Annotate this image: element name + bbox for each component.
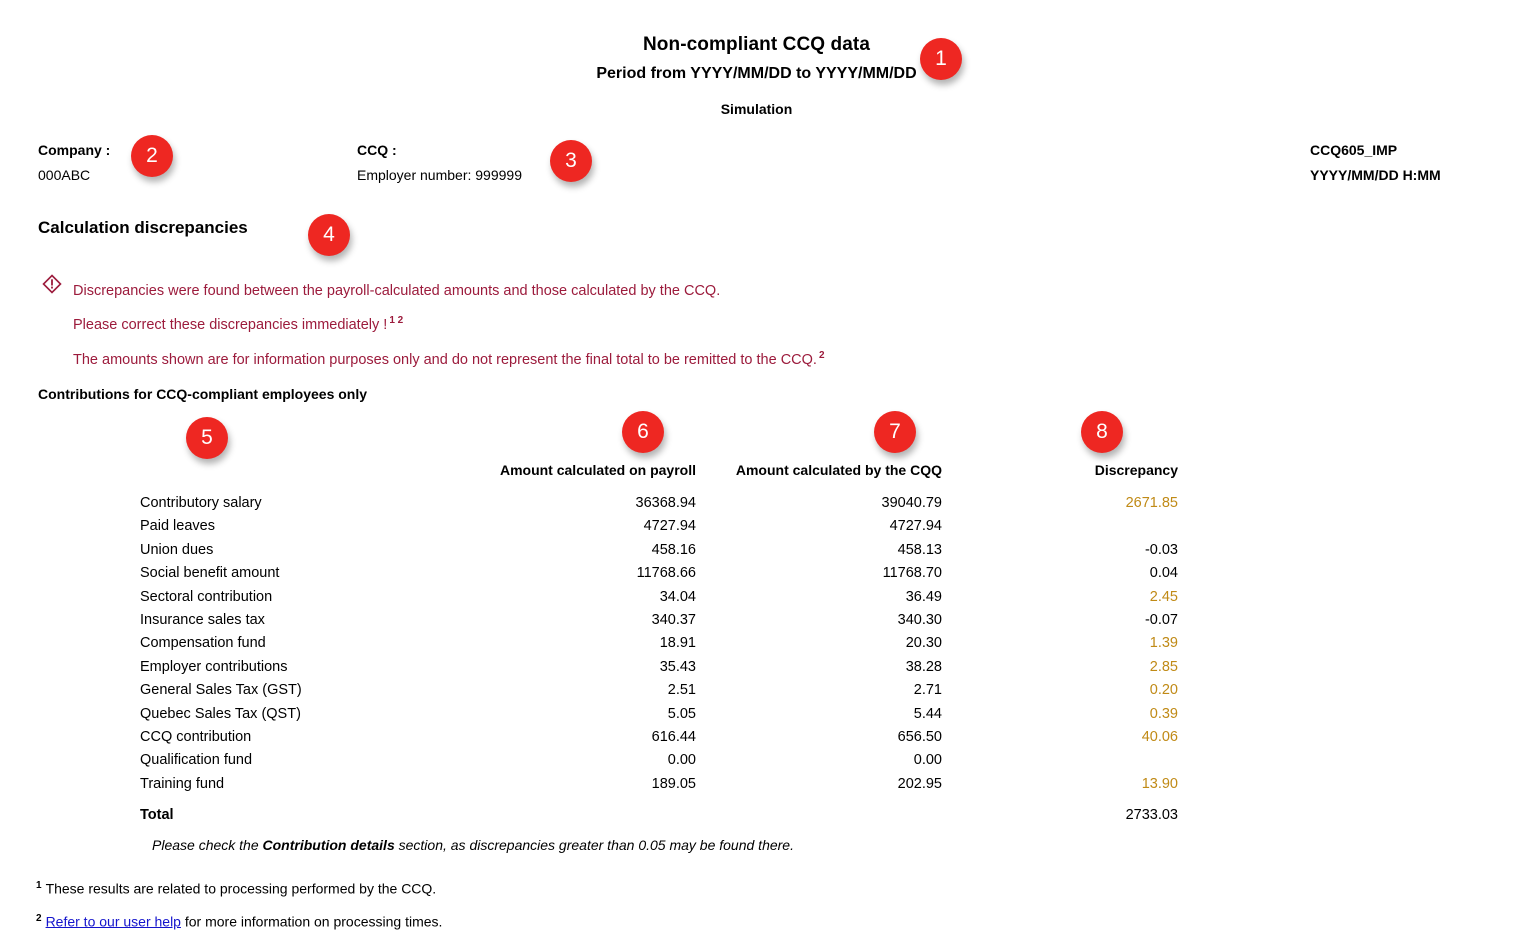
row-label: Paid leaves (140, 518, 215, 535)
row-ccq-amount: 458.13 (897, 541, 942, 558)
row-payroll-amount: 35.43 (659, 658, 696, 675)
row-label: Union dues (140, 541, 214, 558)
row-payroll-amount: 5.05 (667, 705, 696, 722)
footnote-1-mark: 1 (36, 880, 42, 891)
row-label: Compensation fund (140, 635, 266, 652)
report-code: CCQ605_IMP (1310, 142, 1398, 158)
row-payroll-amount: 2.51 (667, 682, 696, 699)
report-datetime: YYYY/MM/DD H:MM (1310, 167, 1441, 183)
row-label: Insurance sales tax (140, 612, 265, 629)
company-value: 000ABC (38, 167, 91, 183)
row-payroll-amount: 34.04 (659, 588, 696, 605)
row-label: Qualification fund (140, 752, 253, 769)
annotation-badge-2: 2 (131, 135, 173, 177)
row-label: Contributory salary (140, 495, 262, 511)
table-header-row (140, 462, 1178, 492)
table-row (140, 656, 1178, 679)
table-note-bold: Contribution details (262, 837, 395, 853)
row-discrepancy-amount (942, 749, 1178, 772)
warning-line-marks: 2 (818, 349, 825, 361)
row-discrepancy-amount: 0.20 (1149, 682, 1178, 699)
row-discrepancy-amount: -0.07 (1144, 612, 1178, 629)
row-label: Training fund (140, 775, 225, 792)
row-discrepancy-amount: 2.85 (1149, 658, 1178, 675)
footnote-2-mark: 2 (36, 912, 42, 924)
table-row (140, 562, 1178, 585)
total-label: Total (140, 807, 174, 824)
table-caption: Contributions for CCQ-compliant employees only (38, 386, 368, 402)
row-discrepancy-amount: 2.45 (1149, 588, 1178, 605)
warning-line-text: Please correct these discrepancies immediately ! (73, 317, 388, 334)
footnote-2 (36, 904, 442, 936)
row-ccq-amount: 39040.79 (881, 495, 942, 511)
row-discrepancy-amount: 1.39 (1149, 635, 1178, 652)
row-label: Employer contributions (140, 658, 288, 675)
ccq-label: CCQ : (357, 142, 397, 158)
row-discrepancy-amount: 40.06 (1141, 729, 1178, 746)
total-ccq (696, 796, 942, 827)
column-header-ccq: Amount calculated by the CQQ (735, 462, 942, 478)
warning-line-text: Discrepancies were found between the payroll-calculated amounts and those calculated by the CCQ. (73, 282, 721, 299)
discrepancy-warning-block (38, 272, 825, 375)
table-row (140, 773, 1178, 796)
total-payroll (450, 796, 696, 827)
row-label: Social benefit amount (140, 565, 280, 582)
warning-line-text: The amounts shown are for information purposes only and do not represent the final total to be remitted to the CCQ. (73, 351, 817, 368)
row-ccq-amount: 20.30 (905, 635, 942, 652)
table-row (140, 515, 1178, 538)
report-period: Period from YYYY/MM/DD to YYYY/MM/DD (596, 65, 917, 82)
table-row (140, 492, 1178, 515)
warning-line-marks (720, 281, 722, 292)
table-row (140, 726, 1178, 749)
report-mode: Simulation (720, 101, 793, 117)
column-header-label (140, 462, 450, 492)
row-ccq-amount: 340.30 (897, 612, 942, 629)
row-payroll-amount: 458.16 (651, 541, 696, 558)
row-ccq-amount: 0.00 (913, 752, 942, 769)
row-payroll-amount: 616.44 (651, 729, 696, 746)
annotation-badge-7: 7 (874, 411, 916, 453)
row-payroll-amount: 189.05 (651, 775, 696, 792)
row-payroll-amount: 4727.94 (643, 518, 696, 535)
row-ccq-amount: 4727.94 (889, 518, 942, 535)
annotation-badge-3: 3 (550, 140, 592, 182)
row-discrepancy-amount: 13.90 (1141, 775, 1178, 792)
table-row (140, 586, 1178, 609)
annotation-badge-1: 1 (920, 38, 962, 80)
annotation-badge-6: 6 (622, 411, 664, 453)
contributions-table (140, 462, 1178, 828)
row-discrepancy-amount: 0.04 (1149, 565, 1178, 582)
row-ccq-amount: 38.28 (905, 658, 942, 675)
warning-line-marks: 1 2 (389, 315, 404, 327)
row-payroll-amount: 0.00 (667, 752, 696, 769)
table-note-suffix: section, as discrepancies greater than 0.05 may be found there. (394, 837, 794, 853)
total-discrepancy: 2733.03 (1125, 807, 1178, 824)
row-payroll-amount: 340.37 (651, 612, 696, 629)
row-ccq-amount: 202.95 (897, 775, 942, 792)
row-ccq-amount: 11768.70 (882, 565, 942, 582)
footnote-1-text: These results are related to processing performed by the CCQ. (45, 880, 437, 897)
row-ccq-amount: 656.50 (897, 729, 942, 746)
row-label: CCQ contribution (140, 729, 252, 746)
table-total-row (140, 796, 1178, 827)
row-discrepancy-amount: -0.03 (1144, 541, 1178, 558)
table-row (140, 609, 1178, 632)
footnote-1 (36, 871, 442, 904)
annotation-badge-4: 4 (308, 214, 350, 256)
annotation-badge-5: 5 (186, 417, 228, 459)
row-ccq-amount: 2.71 (913, 682, 942, 699)
user-help-link[interactable]: Refer to our user help (45, 913, 181, 930)
table-row (140, 539, 1178, 562)
footnotes (36, 871, 442, 936)
table-note-prefix: Please check the (152, 837, 263, 853)
warning-line (73, 272, 825, 306)
row-discrepancy-amount: 2671.85 (1125, 495, 1178, 511)
row-label: Sectoral contribution (140, 588, 273, 605)
section-heading-calculation-discrepancies: Calculation discrepancies (38, 218, 248, 237)
table-note (152, 837, 794, 853)
footnote-2-text: for more information on processing times. (180, 913, 443, 930)
row-ccq-amount: 5.44 (913, 705, 942, 722)
ccq-block (357, 138, 522, 188)
company-label: Company : (38, 142, 111, 158)
row-label: Quebec Sales Tax (QST) (140, 705, 301, 722)
row-label: General Sales Tax (GST) (140, 682, 302, 699)
table-row (140, 679, 1178, 702)
report-meta-block (1310, 138, 1441, 188)
warning-line (73, 341, 825, 375)
warning-diamond-icon (42, 274, 62, 294)
row-discrepancy-amount (942, 515, 1178, 538)
row-discrepancy-amount: 0.39 (1149, 705, 1178, 722)
row-payroll-amount: 11768.66 (636, 565, 696, 582)
column-header-discrepancy: Discrepancy (1094, 462, 1178, 478)
company-block (38, 138, 110, 188)
row-payroll-amount: 36368.94 (635, 495, 696, 511)
table-row (140, 749, 1178, 772)
annotation-badge-8: 8 (1081, 411, 1123, 453)
table-row (140, 703, 1178, 726)
table-row (140, 632, 1178, 655)
warning-line (73, 306, 825, 340)
employer-number-value: Employer number: 999999 (357, 167, 522, 183)
row-payroll-amount: 18.91 (659, 635, 696, 652)
row-ccq-amount: 36.49 (905, 588, 942, 605)
page-title: Non-compliant CCQ data (642, 34, 871, 55)
column-header-payroll: Amount calculated on payroll (499, 462, 696, 478)
